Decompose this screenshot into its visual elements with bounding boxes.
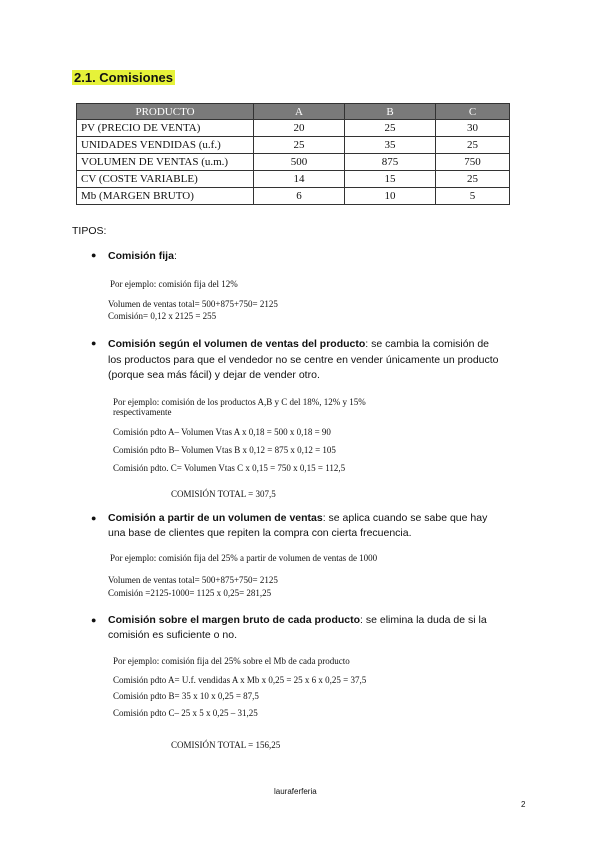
item-4-title: Comisión sobre el margen bruto de cada producto <box>108 614 361 626</box>
item-2-total: COMISIÓN TOTAL = 307,5 <box>171 489 276 499</box>
cell: 750 <box>436 154 510 171</box>
item-1-desc: : <box>173 250 177 262</box>
item-3-example-intro: Por ejemplo: comisión fija del 25% a partir de volumen de ventas de 1000 <box>110 553 378 563</box>
item-1-example-line: Comisión= 0,12 x 2125 = 255 <box>108 311 217 321</box>
header-a: A <box>254 104 345 120</box>
cell: 25 <box>345 120 436 137</box>
item-1-example-intro: Por ejemplo: comisión fija del 12% <box>110 279 238 289</box>
row-label: VOLUMEN DE VENTAS (u.m.) <box>77 154 254 171</box>
item-3-heading <box>108 510 528 526</box>
item-4-desc-line: comisión es suficiente o no. <box>108 629 237 641</box>
cell: 14 <box>254 171 345 188</box>
cell: 35 <box>345 137 436 154</box>
item-2-example-intro-cont: respectivamente <box>113 407 172 417</box>
item-2-desc-line: los productos para que el vendedor no se centre en vender únicamente un producto <box>108 354 499 366</box>
item-4-example-line: Comisión pdto C– 25 x 5 x 0,25 – 31,25 <box>113 708 258 718</box>
item-3-example-line: Comisión =2125-1000= 1125 x 0,25= 281,25 <box>108 588 272 598</box>
item-4-desc: : se elimina la duda de si la <box>360 614 487 626</box>
bullet-dot: ● <box>91 615 97 625</box>
table-row <box>77 188 510 205</box>
cell: 10 <box>345 188 436 205</box>
item-2-title: Comisión según el volumen de ventas del producto <box>108 338 366 350</box>
item-3-title: Comisión a partir de un volumen de ventas <box>108 512 323 524</box>
item-3-desc: : se aplica cuando se sabe que hay <box>322 512 488 524</box>
header-c: C <box>436 104 510 120</box>
bullet-dot: ● <box>91 250 97 260</box>
tipos-label: TIPOS: <box>72 225 107 237</box>
item-4-example-intro: Por ejemplo: comisión fija del 25% sobre el Mb de cada producto <box>113 656 350 666</box>
footer-author: lauraferferia <box>274 787 317 796</box>
item-4-total: COMISIÓN TOTAL = 156,25 <box>171 740 281 750</box>
item-2-desc-line: (porque sea más fácil) y dejar de vender otro. <box>108 369 320 381</box>
row-label: PV (PRECIO DE VENTA) <box>77 120 254 137</box>
bullet-dot: ● <box>91 338 97 348</box>
row-label: Mb (MARGEN BRUTO) <box>77 188 254 205</box>
item-2-example-line: Comisión pdto. C= Volumen Vtas C x 0,15 = 750 x 0,15 = 112,5 <box>113 463 346 473</box>
products-table <box>76 103 510 205</box>
cell: 875 <box>345 154 436 171</box>
table-row <box>77 154 510 171</box>
table-header-row <box>77 104 510 120</box>
cell: 20 <box>254 120 345 137</box>
item-4-example-line: Comisión pdto B= 35 x 10 x 0,25 = 87,5 <box>113 691 259 701</box>
cell: 6 <box>254 188 345 205</box>
item-2-example-line: Comisión pdto A– Volumen Vtas A x 0,18 = 500 x 0,18 = 90 <box>113 427 331 437</box>
row-label: UNIDADES VENDIDAS (u.f.) <box>77 137 254 154</box>
cell: 500 <box>254 154 345 171</box>
cell: 30 <box>436 120 510 137</box>
cell: 25 <box>436 137 510 154</box>
item-2-desc: : se cambia la comisión de <box>365 338 490 350</box>
item-4-example-line: Comisión pdto A= U.f. vendidas A x Mb x 0,25 = 25 x 6 x 0,25 = 37,5 <box>113 675 367 685</box>
item-2-heading <box>108 336 528 352</box>
cell: 25 <box>436 171 510 188</box>
row-label: CV (COSTE VARIABLE) <box>77 171 254 188</box>
table-row <box>77 120 510 137</box>
bullet-dot: ● <box>91 513 97 523</box>
item-3-example-line: Volumen de ventas total= 500+875+750= 2125 <box>108 575 278 585</box>
cell: 25 <box>254 137 345 154</box>
item-1-example-line: Volumen de ventas total= 500+875+750= 2125 <box>108 299 278 309</box>
header-b: B <box>345 104 436 120</box>
cell: 15 <box>345 171 436 188</box>
item-1-heading <box>108 248 177 264</box>
table-row <box>77 137 510 154</box>
cell: 5 <box>436 188 510 205</box>
section-title: 2.1. Comisiones <box>74 70 173 85</box>
item-1-title: Comisión fija <box>108 250 174 262</box>
item-3-desc-line: una base de clientes que repiten la compra con cierta frecuencia. <box>108 527 412 539</box>
page-number: 2 <box>521 800 526 809</box>
table-row <box>77 171 510 188</box>
item-4-heading <box>108 612 528 628</box>
header-producto: PRODUCTO <box>77 104 254 120</box>
item-2-example-intro: Por ejemplo: comisión de los productos A,B y C del 18%, 12% y 15% <box>113 397 366 407</box>
item-2-example-line: Comisión pdto B– Volumen Vtas B x 0,12 = 875 x 0,12 = 105 <box>113 445 336 455</box>
